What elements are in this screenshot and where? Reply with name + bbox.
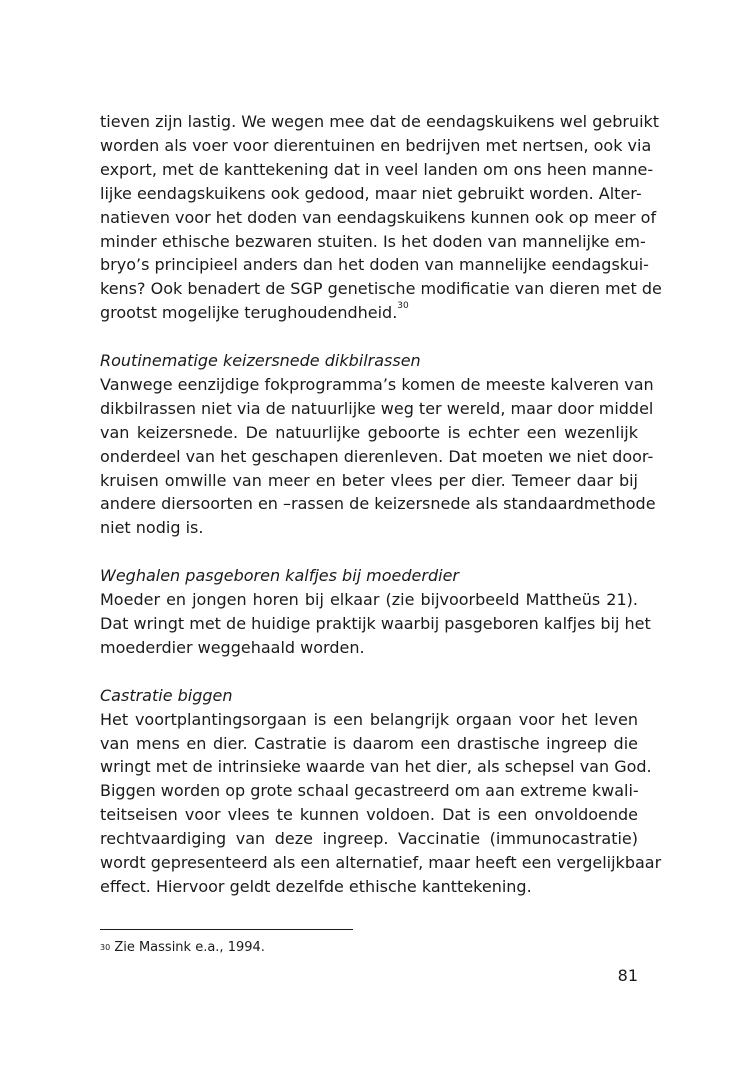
text-line: wordt gepresenteerd als een alternatief, maar heeft een vergelijkbaar: [100, 853, 662, 873]
text-line: Moeder en jongen horen bij elkaar (zie bijvoorbeeld Mattheüs 21).: [100, 590, 638, 610]
text-line: rechtvaardiging van deze ingreep. Vaccinatie (immunocastratie): [100, 829, 638, 849]
footnote-text: Zie Massink e.a., 1994.: [110, 940, 265, 955]
footnote: [100, 939, 265, 957]
section-castratie: [100, 684, 662, 899]
text-line: tieven zijn lastig. We wegen mee dat de eendagskuikens wel gebruikt: [100, 112, 660, 131]
footnote-number: 30: [100, 943, 111, 952]
section-heading: Castratie biggen: [100, 685, 233, 705]
footnote-divider: [100, 929, 353, 930]
section-keizersnede: [100, 349, 656, 540]
text-line: niet nodig is.: [100, 518, 204, 538]
text-line: moederdier weggehaald worden.: [100, 637, 365, 657]
text-line: minder ethische bezwaren stuiten. Is het doden van mannelijke em-: [100, 231, 646, 251]
text-line: teitseisen voor vlees te kunnen voldoen. Dat is een onvoldoende: [100, 805, 638, 825]
text-line: kens? Ook benadert de SGP genetische modificatie van dieren met de: [100, 279, 662, 299]
section-heading: Routinematige keizersnede dikbilrassen: [100, 351, 421, 371]
footnote-reference[interactable]: 30: [397, 301, 409, 312]
text-line: Het voortplantingsorgaan is een belangrijk orgaan voor het leven: [100, 709, 638, 729]
text-line: bryo’s principieel anders dan het doden van mannelijke eendagskui-: [100, 255, 649, 275]
text-line: kruisen omwille van meer en beter vlees per dier. Temeer daar bij: [100, 470, 638, 490]
body-text: [100, 110, 662, 899]
text-line: van mens en dier. Castratie is daarom een drastische ingreep die: [100, 733, 638, 753]
text-line: natieven voor het doden van eendagskuikens kunnen ook op meer of: [100, 207, 657, 227]
text-line: onderdeel van het geschapen dierenleven. Dat moeten we niet door-: [100, 446, 654, 466]
section-kalfjes: [100, 564, 651, 660]
text-line-last: [100, 301, 638, 325]
text-line: wringt met de intrinsieke waarde van het dier, als schepsel van God.: [100, 757, 652, 777]
text-line: effect. Hiervoor geldt dezelfde ethische kanttekening.: [100, 876, 532, 896]
text-line: Dat wringt met de huidige praktijk waarbij pasgeboren kalfjes bij het: [100, 614, 651, 633]
page-number: 81: [617, 966, 638, 985]
section-heading: Weghalen pasgeboren kalfjes bij moederdier: [100, 566, 459, 586]
text-line: dikbilrassen niet via de natuurlijke weg ter wereld, maar door middel: [100, 398, 654, 418]
text-line: export, met de kanttekening dat in veel landen om ons heen manne-: [100, 159, 654, 179]
text-line: van keizersnede. De natuurlijke geboorte is echter een wezenlijk: [100, 422, 638, 442]
text-line: Biggen worden op grote schaal gecastreerd om aan extreme kwali-: [100, 781, 639, 801]
text-line-content: grootst mogelijke terughoudendheid.: [100, 303, 398, 323]
text-line: worden als voer voor dierentuinen en bedrijven met nertsen, ook via: [100, 135, 652, 155]
text-line: andere diersoorten en –rassen de keizersnede als standaardmethode: [100, 494, 656, 514]
text-line: Vanwege eenzijdige fokprogramma’s komen de meeste kalveren van: [100, 374, 654, 394]
text-line: lijke eendagskuikens ook gedood, maar niet gebruikt worden. Alter-: [100, 183, 642, 203]
intro-paragraph: [100, 110, 662, 325]
